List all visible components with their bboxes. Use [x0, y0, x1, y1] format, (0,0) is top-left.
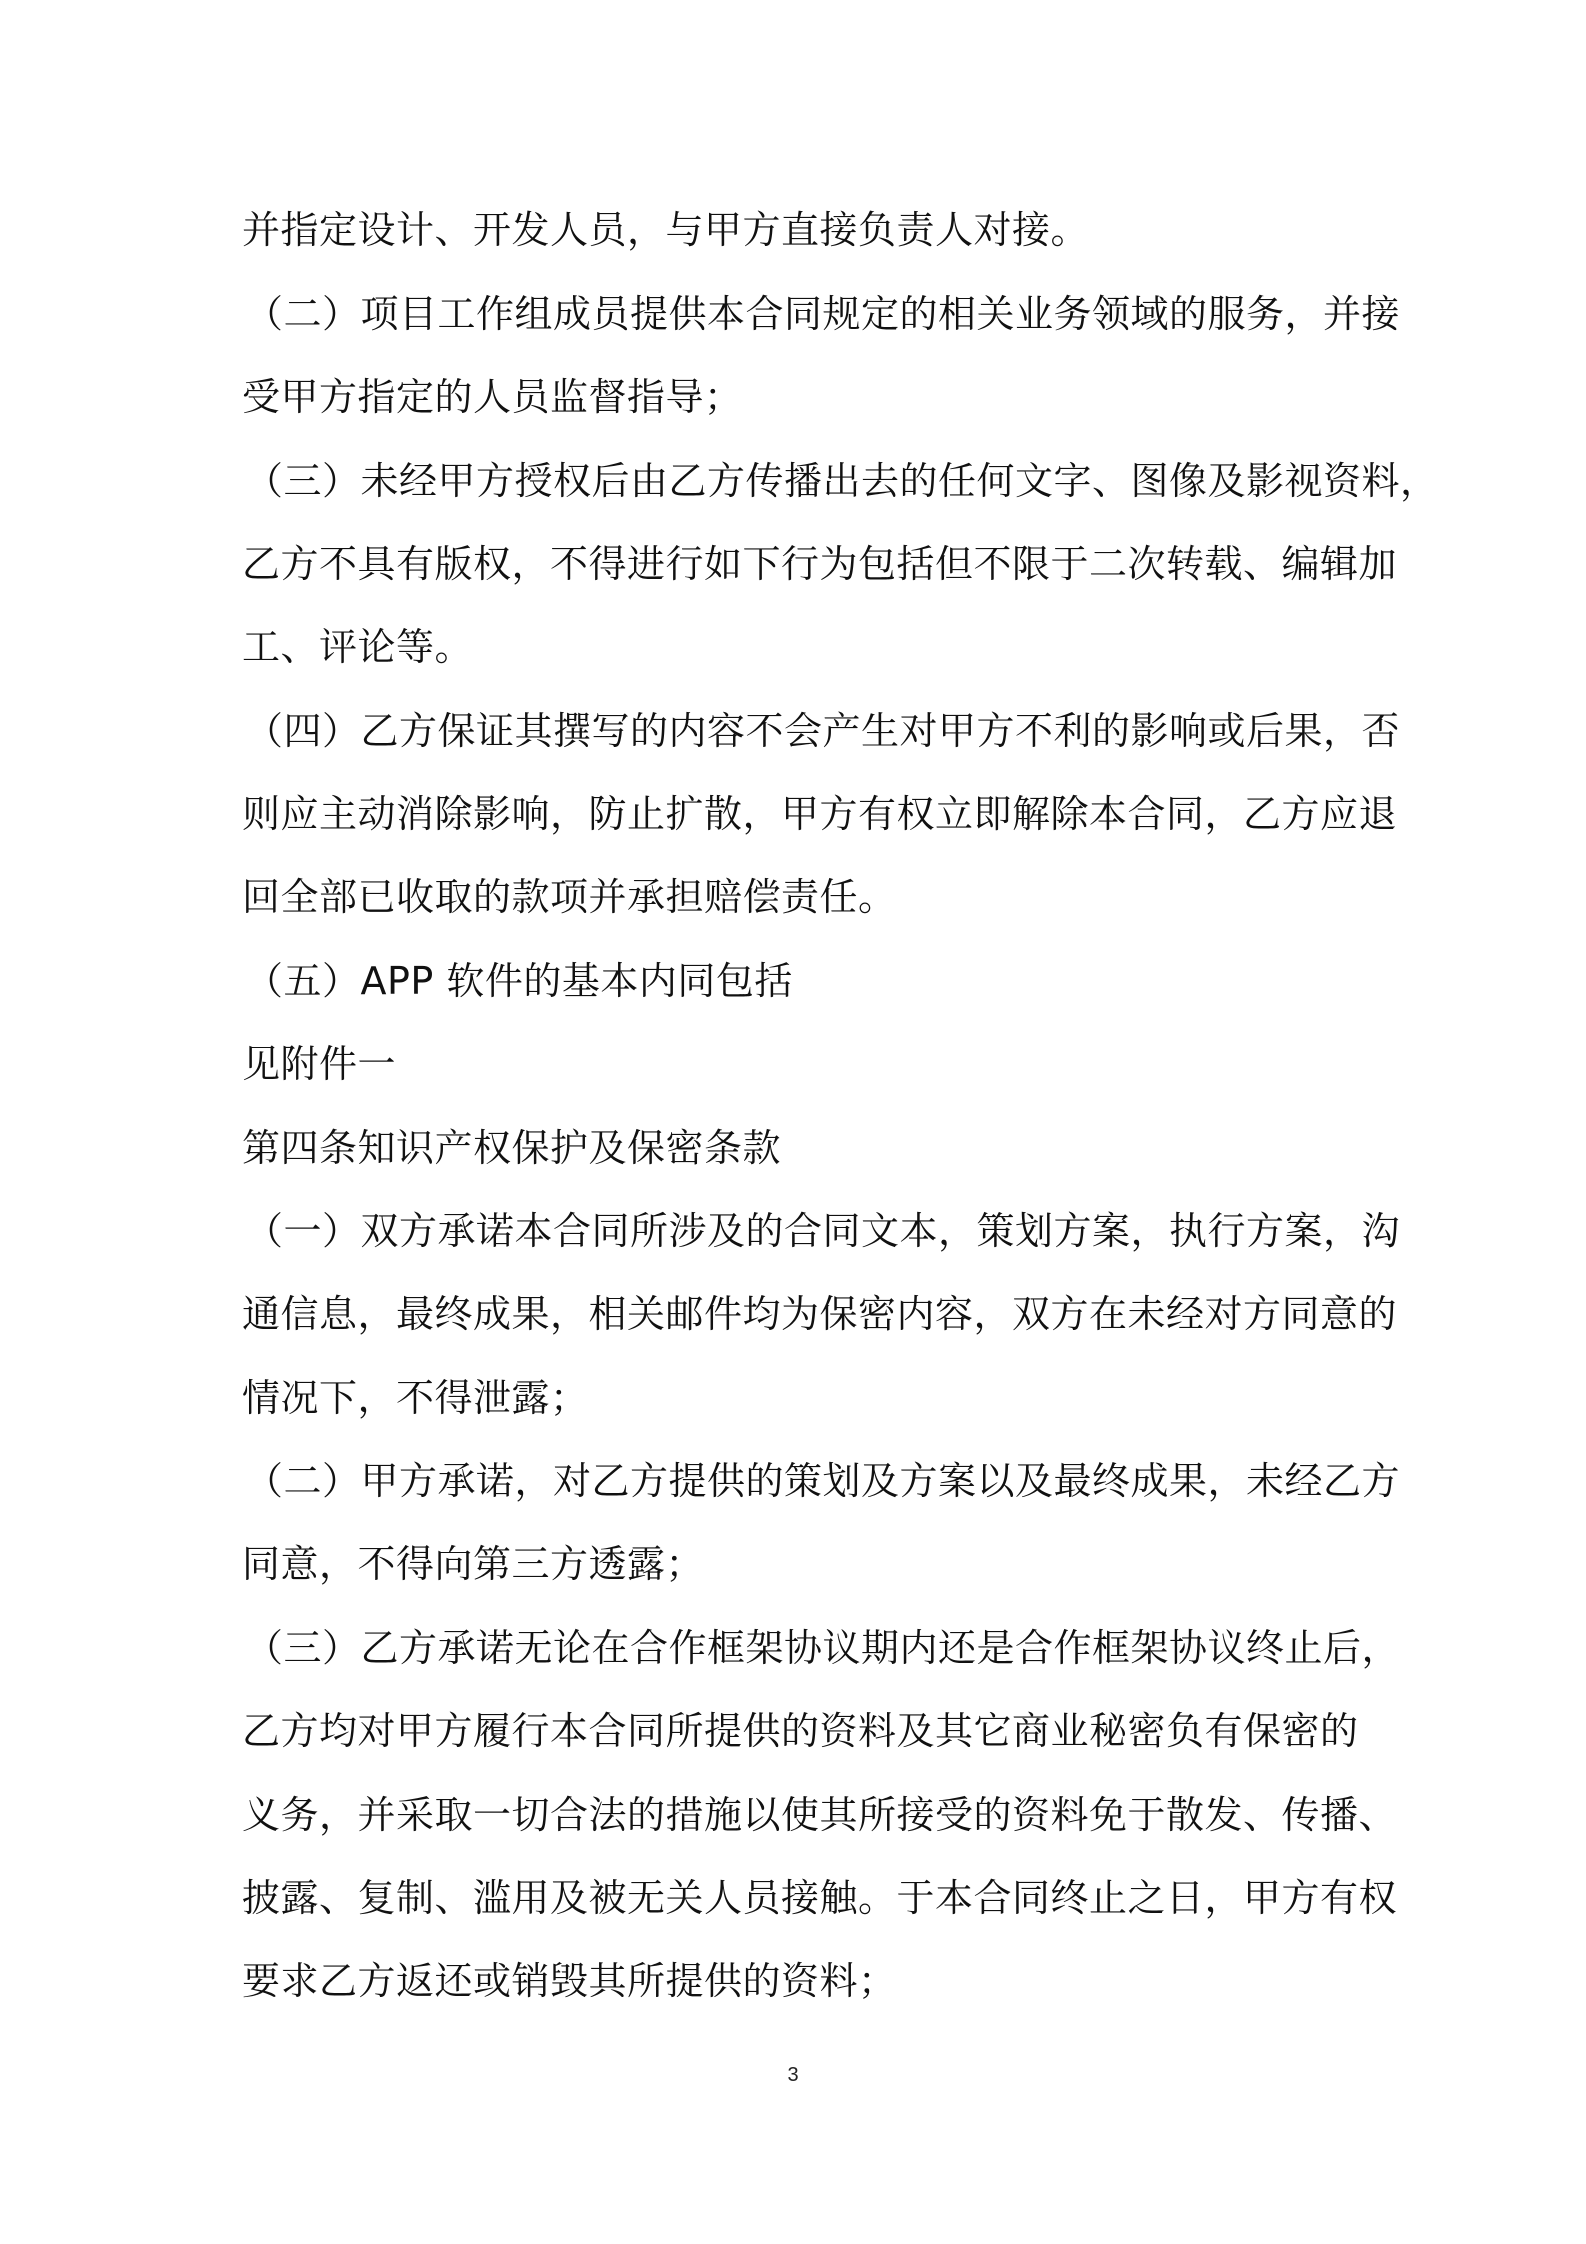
text-line: 工、评论等。	[242, 625, 474, 669]
text-line: 同意，不得向第三方透露；	[242, 1542, 705, 1586]
text-line: 通信息，最终成果，相关邮件均为保密内容，双方在未经对方同意的	[242, 1292, 1398, 1336]
text-line: 回全部已收取的款项并承担赔偿责任。	[242, 875, 897, 919]
text-line: 受甲方指定的人员监督指导；	[242, 375, 743, 419]
text-line: （三）未经甲方授权后由乙方传播出去的任何文字、图像及影视资料，	[245, 459, 1439, 503]
text-line: 情况下，不得泄露；	[242, 1376, 589, 1420]
text-line: （二）项目工作组成员提供本合同规定的相关业务领域的服务，并接	[245, 292, 1401, 336]
text-line: （四）乙方保证其撰写的内容不会产生对甲方不利的影响或后果，否	[245, 709, 1401, 753]
text-line: 则应主动消除影响，防止扩散，甲方有权立即解除本合同，乙方应退	[242, 792, 1398, 836]
text-line: 乙方均对甲方履行本合同所提供的资料及其它商业秘密负有保密的	[242, 1709, 1359, 1753]
text-line: 乙方不具有版权，不得进行如下行为包括但不限于二次转载、编辑加	[242, 542, 1398, 586]
page-number: 3	[787, 2064, 799, 2086]
text-line: （五）APP 软件的基本内同包括	[245, 959, 793, 1003]
text-line: （二）甲方承诺，对乙方提供的策划及方案以及最终成果，未经乙方	[245, 1459, 1401, 1503]
text-line: 见附件一	[242, 1042, 397, 1086]
section-heading: 第四条知识产权保护及保密条款	[242, 1126, 782, 1170]
text-line: （一）双方承诺本合同所涉及的合同文本，策划方案，执行方案，沟	[245, 1209, 1401, 1253]
text-line: （三）乙方承诺无论在合作框架协议期内还是合作框架协议终止后，	[245, 1626, 1401, 1670]
text-line: 披露、复制、滥用及被无关人员接触。于本合同终止之日，甲方有权	[242, 1876, 1398, 1920]
text-line: 并指定设计、开发人员，与甲方直接负责人对接。	[242, 208, 1090, 252]
text-line: 要求乙方返还或销毁其所提供的资料；	[242, 1959, 897, 2003]
text-line: 义务，并采取一切合法的措施以使其所接受的资料免于散发、传播、	[242, 1793, 1398, 1837]
